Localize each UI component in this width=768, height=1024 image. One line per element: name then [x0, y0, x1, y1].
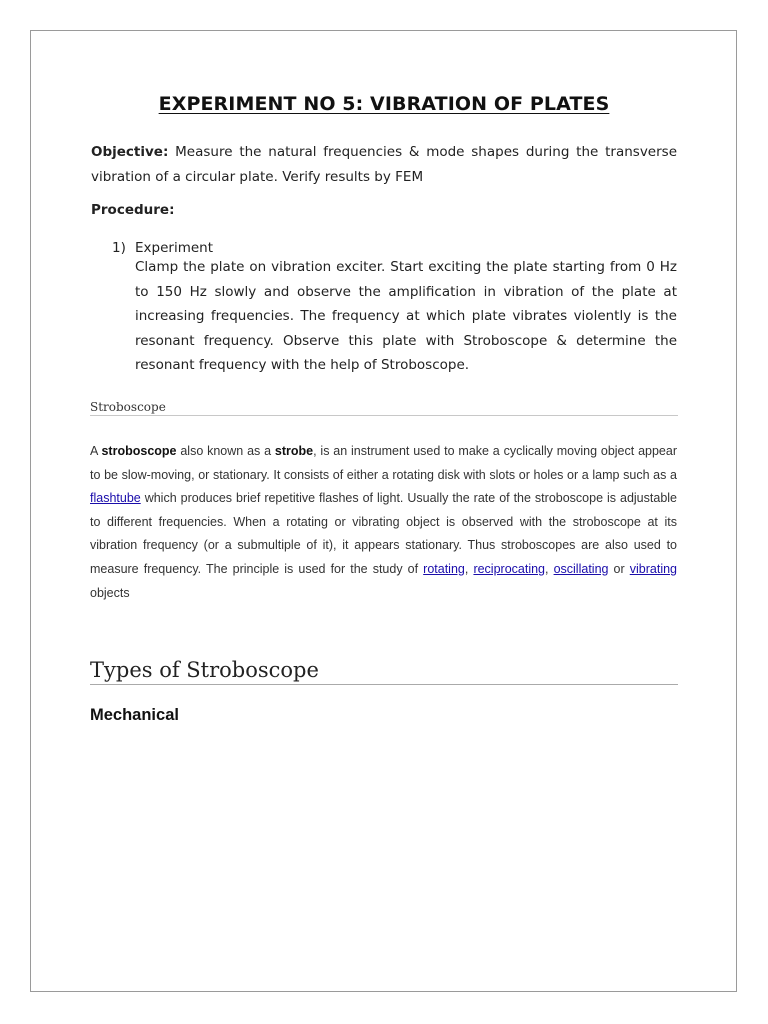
stroboscope-term: stroboscope	[101, 444, 177, 458]
stroboscope-paragraph	[90, 440, 677, 605]
procedure-item-title: Experiment	[135, 240, 214, 256]
mechanical-subheading: Mechanical	[90, 706, 179, 724]
separator-2: ,	[545, 561, 554, 576]
strobe-term: strobe	[274, 444, 314, 458]
oscillating-link[interactable]: oscillating	[553, 561, 609, 576]
reciprocating-link[interactable]: reciprocating	[473, 561, 546, 576]
stroboscope-text-a: A	[90, 444, 102, 458]
flashtube-link[interactable]: flashtube	[90, 491, 141, 506]
procedure-item-number: 1)	[112, 240, 126, 256]
objective-text: Measure the natural frequencies & mode shapes during the transverse vibration of a circular plate. Verify results by FEM	[91, 144, 677, 185]
objective-label: Objective:	[91, 144, 169, 160]
stroboscope-heading: Stroboscope	[90, 400, 678, 416]
stroboscope-text-c: , is an instrument used to make a cyclically moving object appear to be slow-moving, or stationary. It consists of either a rotating disk with slots or holes or a lamp such as a	[90, 444, 677, 482]
separator-3: or	[608, 561, 630, 576]
procedure-heading: Procedure:	[91, 202, 175, 218]
document-title	[0, 93, 768, 115]
rotating-link[interactable]: rotating	[423, 561, 465, 576]
stroboscope-text-e: objects	[90, 585, 130, 600]
objective-paragraph	[91, 140, 677, 189]
stroboscope-text-b: also known as a	[176, 444, 275, 458]
vibrating-link[interactable]: vibrating	[629, 561, 677, 576]
separator-1: ,	[464, 561, 474, 576]
stroboscope-text-d: which produces brief repetitive flashes of light. Usually the rate of the stroboscope is adjustable to different frequencies. When a rotating or vibrating object is observed with the stroboscope at its vibration frequency (or a submultiple of it), it appears stationary. Thus stroboscopes are also used to measure frequency. The principle is used for the study of	[90, 491, 677, 576]
title-text: EXPERIMENT NO 5: VIBRATION OF PLATES	[158, 93, 610, 115]
procedure-item-text: Clamp the plate on vibration exciter. Start exciting the plate starting from 0 Hz to 150 Hz slowly and observe the amplification in vibration of the plate at increasing frequencies. The frequency at which plate vibrates violently is the resonant frequency. Observe this plate with Stroboscope & determine the resonant frequency with the help of Stroboscope.	[135, 259, 677, 374]
types-heading: Types of Stroboscope	[90, 658, 678, 685]
